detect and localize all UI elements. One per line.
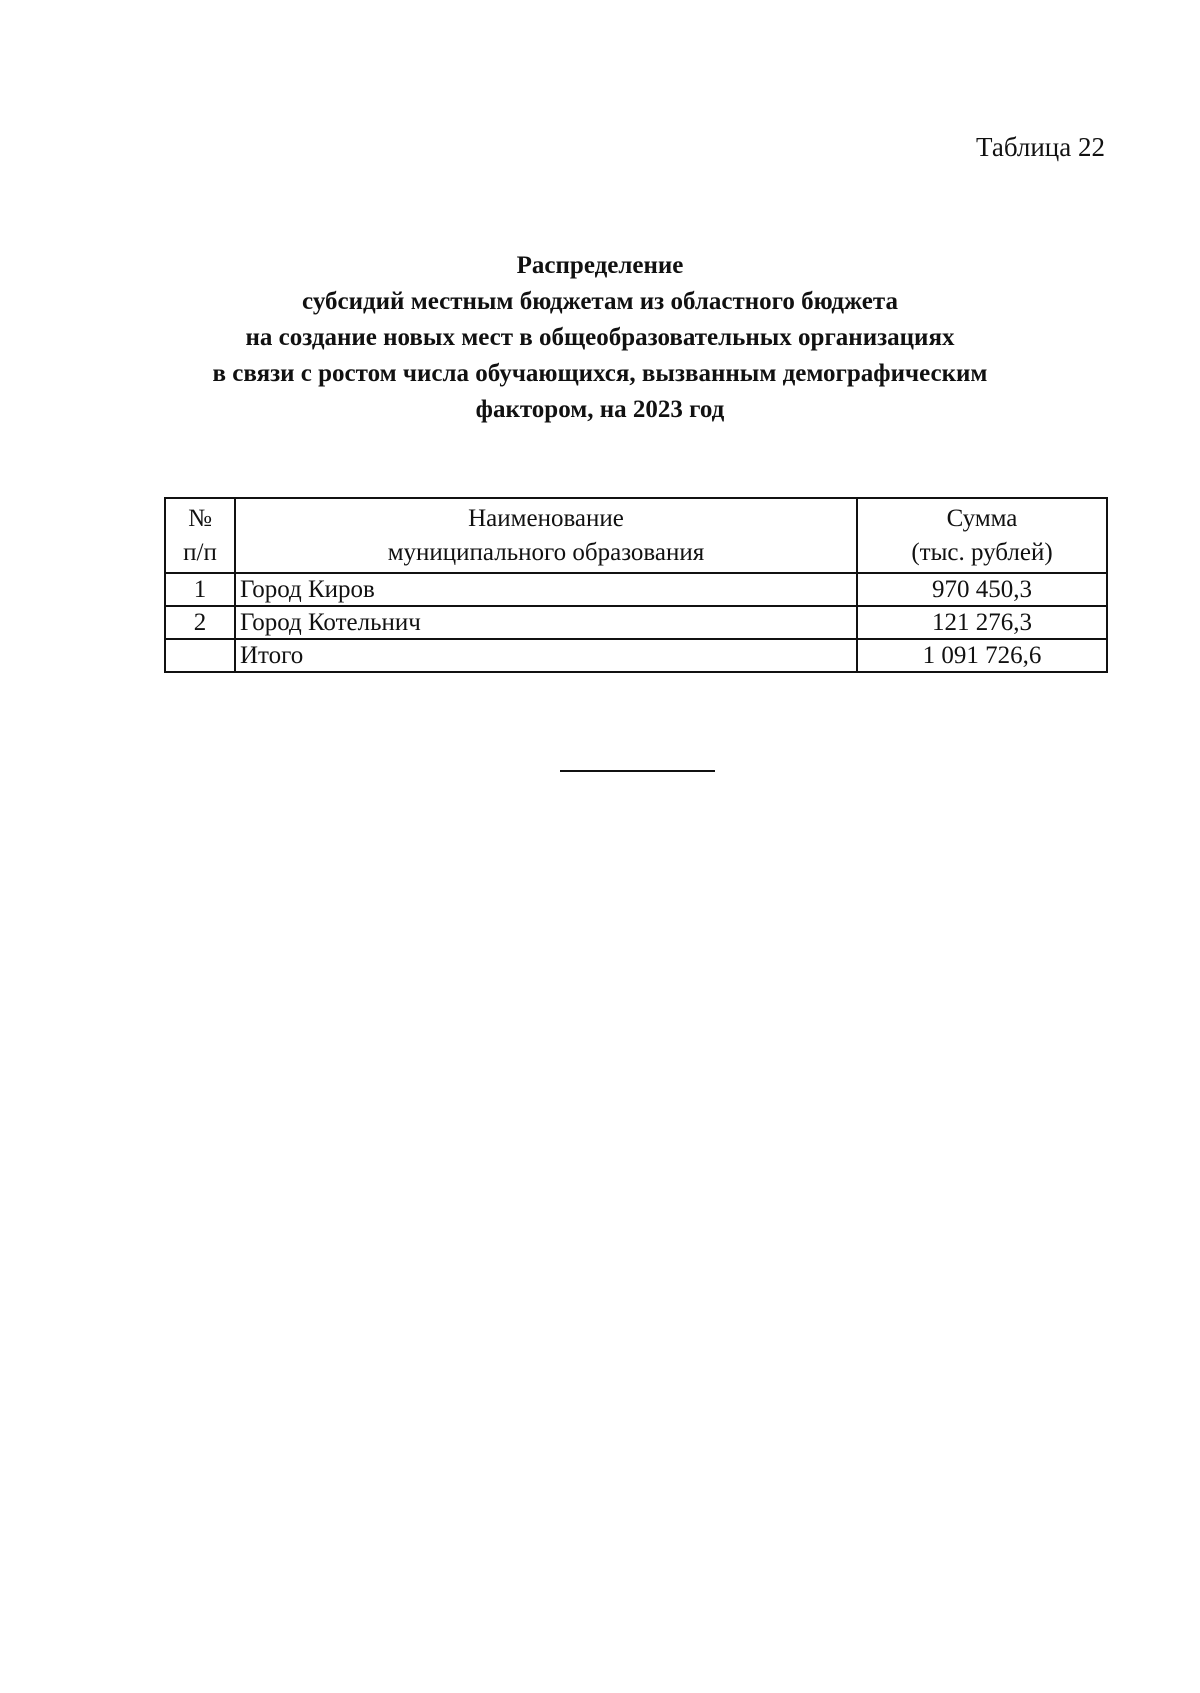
heading-line-2: субсидий местным бюджетам из областного бюджета [302,288,898,315]
table-number: Таблица 22 [976,132,1105,162]
table-total-row [165,639,1107,672]
heading-line-4: в связи с ростом числа обучающихся, вызванным демографическим [212,360,988,387]
heading-line-5: фактором, на 2023 год [475,396,725,423]
heading-line-3: на создание новых мест в общеобразовательных организациях [245,324,955,351]
row-number: 1 [165,573,235,606]
row-number [165,639,235,672]
header-sum [857,498,1107,573]
header-sum-line-1: Сумма [946,505,1018,532]
table-header-row [165,498,1107,573]
table-row [165,573,1107,606]
row-sum: 121 276,3 [857,606,1107,639]
heading-line-1: Распределение [516,252,684,279]
document-heading [0,248,1200,428]
row-name: Город Котельнич [235,606,857,639]
header-number [165,498,235,573]
row-name: Город Киров [235,573,857,606]
header-name-line-2: муниципального образования [387,539,705,566]
header-name [235,498,857,573]
header-sum-line-2: (тыс. рублей) [911,539,1053,566]
table-row [165,606,1107,639]
row-sum: 970 450,3 [857,573,1107,606]
header-name-line-1: Наименование [468,505,624,532]
header-number-line-1: № [188,505,212,532]
header-number-line-2: п/п [183,539,217,566]
row-name: Итого [235,639,857,672]
row-sum: 1 091 726,6 [857,639,1107,672]
closing-rule [560,770,715,772]
row-number: 2 [165,606,235,639]
distribution-table [164,497,1108,673]
